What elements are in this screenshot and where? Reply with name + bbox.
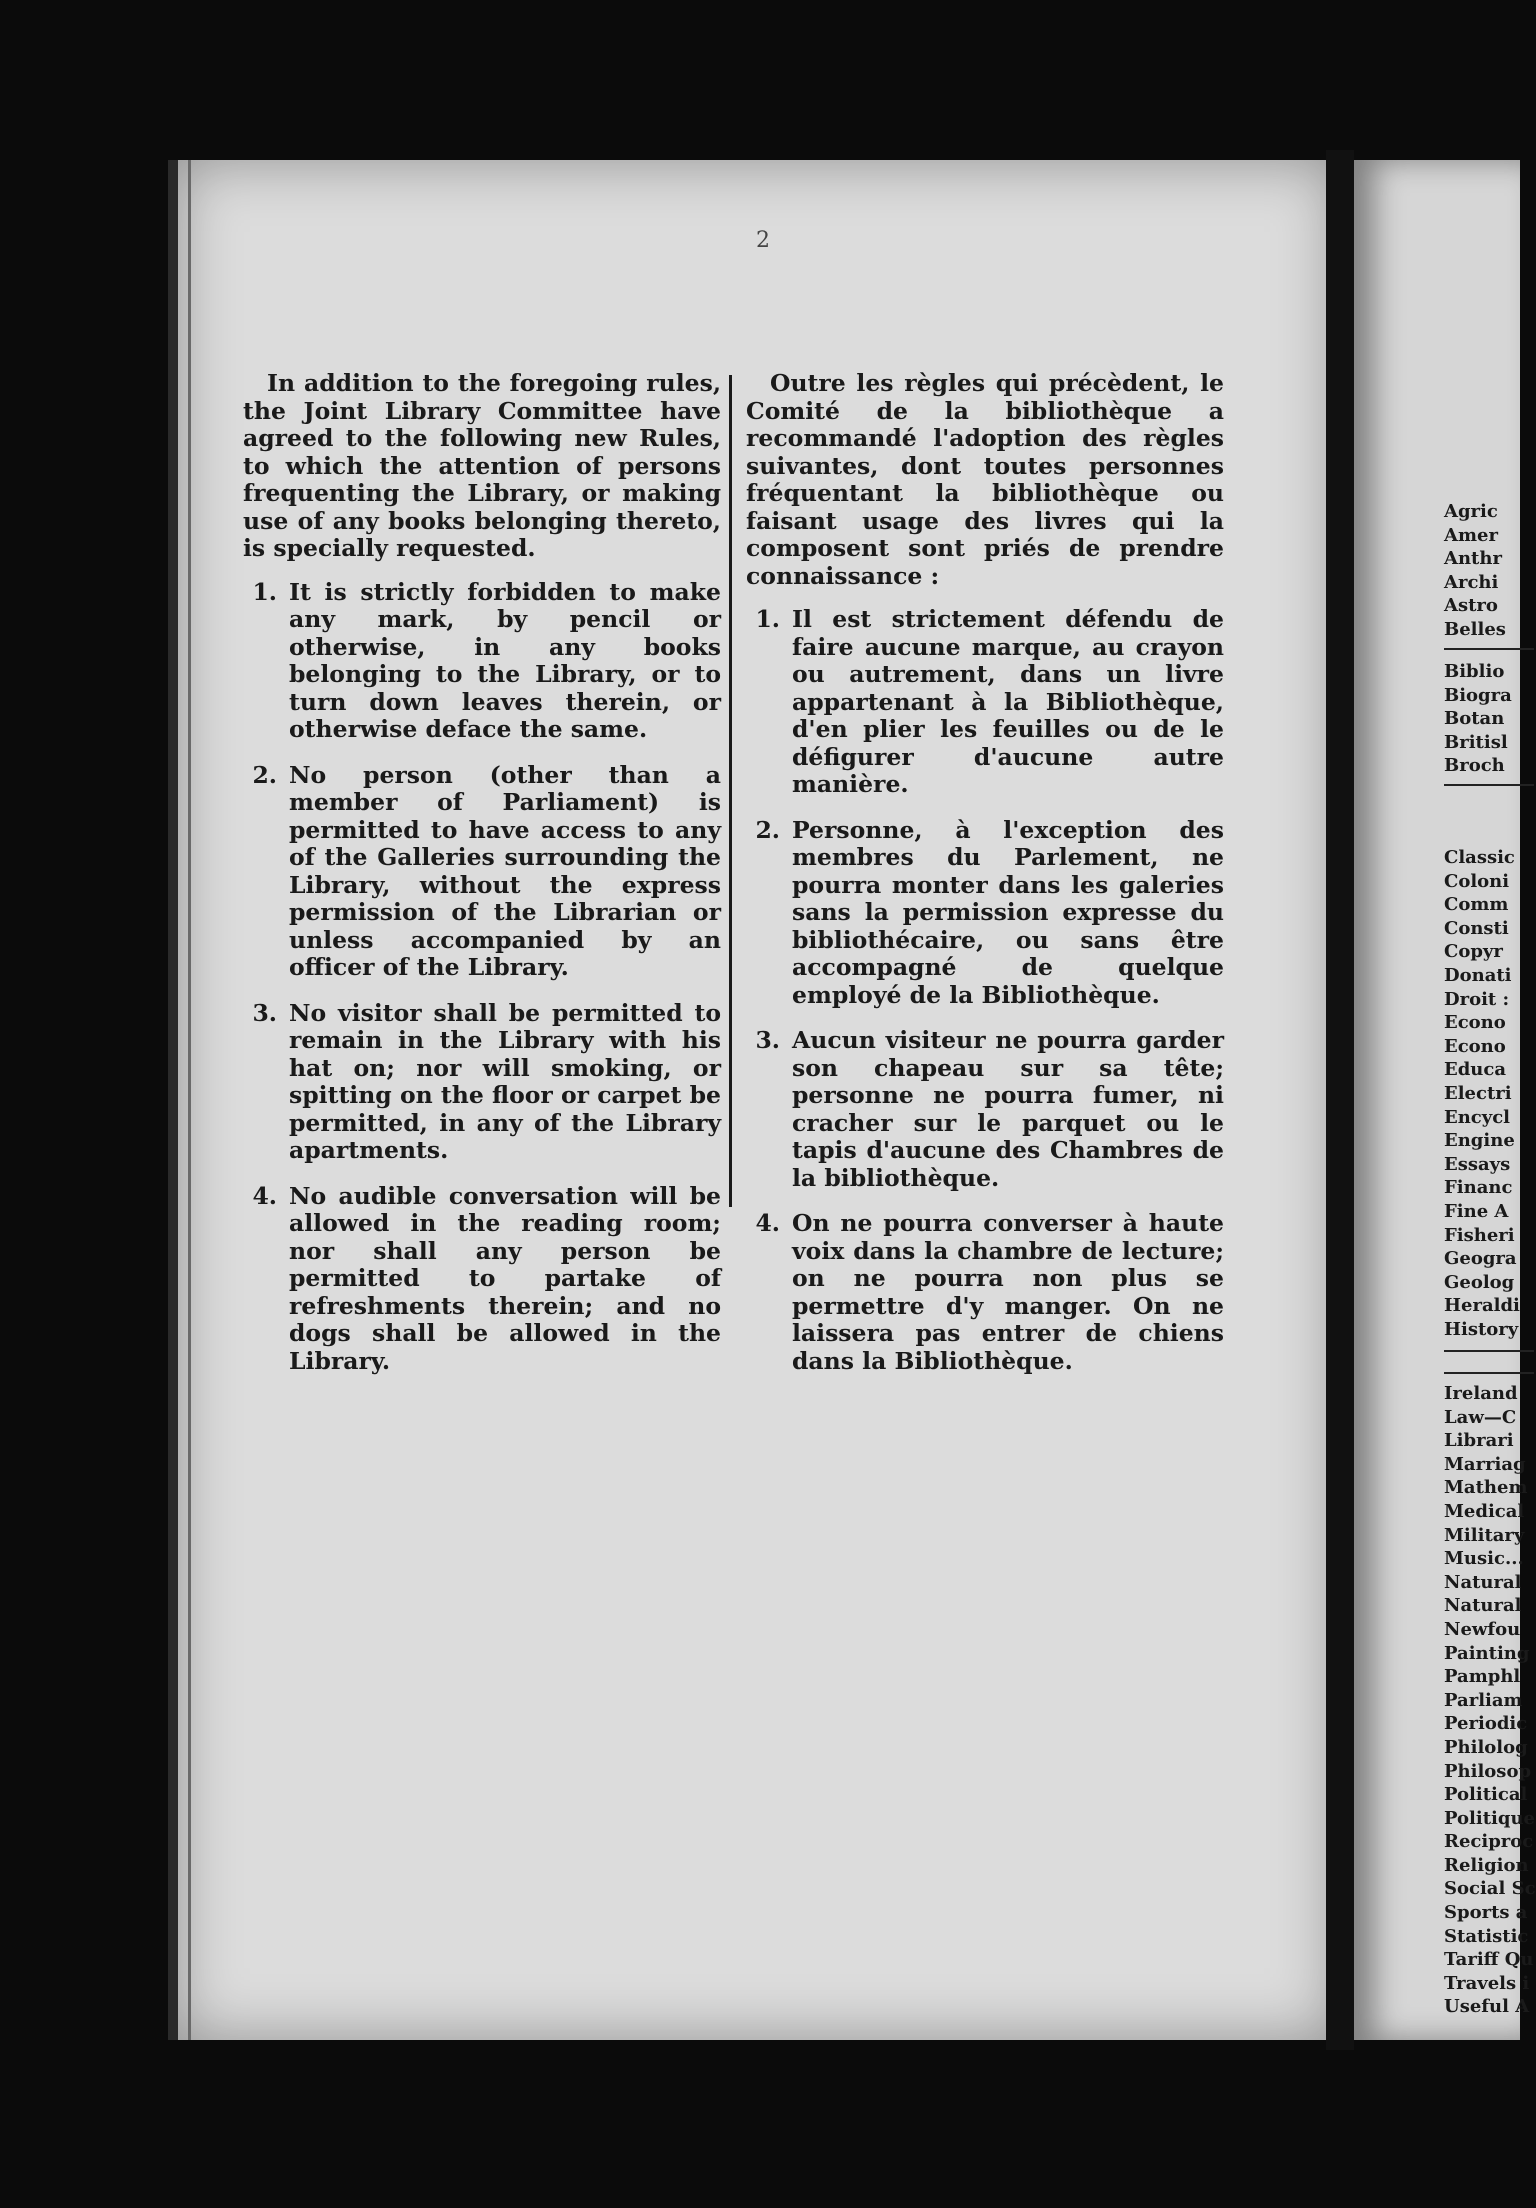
index-entry: Law—C bbox=[1444, 1406, 1517, 1428]
index-entry: Parliam bbox=[1444, 1689, 1523, 1711]
index-entry: Educa bbox=[1444, 1059, 1507, 1081]
index-entry: Mathem bbox=[1444, 1477, 1528, 1499]
index-entry: Natural bbox=[1444, 1571, 1522, 1593]
index-entry: Agric bbox=[1444, 501, 1498, 522]
adjacent-page-index bbox=[1354, 160, 1536, 2040]
index-entry: Pamphl bbox=[1444, 1666, 1521, 1688]
index-entry: Engine bbox=[1444, 1130, 1515, 1152]
index-entry: Fisheri bbox=[1444, 1224, 1515, 1246]
index-entry: Anthr bbox=[1444, 548, 1502, 570]
index-entry: Belles bbox=[1444, 618, 1506, 640]
index-divider bbox=[1444, 784, 1534, 786]
index-entry: Copyr bbox=[1444, 941, 1503, 963]
index-entry: Military bbox=[1444, 1524, 1525, 1546]
index-entry: Geolog bbox=[1444, 1271, 1515, 1293]
column-divider bbox=[729, 375, 732, 1207]
index-divider bbox=[1444, 648, 1534, 650]
rule-number: 1. bbox=[755, 605, 780, 633]
index-entry: Coloni bbox=[1444, 870, 1510, 892]
index-entry: Ireland bbox=[1444, 1383, 1518, 1404]
document-page bbox=[168, 160, 1336, 2040]
rule-text: No visitor shall be permitted to remain in the Library with his hat on; nor will smoking, or spitting on the floor or carpet be permitted, in any of the Library apartments. bbox=[289, 998, 721, 1164]
index-divider bbox=[1444, 1372, 1534, 1374]
index-entry: Comm bbox=[1444, 894, 1509, 916]
index-group-4 bbox=[1444, 1382, 1536, 2019]
index-entry: Statistic bbox=[1444, 1925, 1529, 1947]
index-entry: Archi bbox=[1444, 571, 1499, 593]
index-entry: Travels i bbox=[1444, 1972, 1530, 1994]
index-entry: Newfou bbox=[1444, 1618, 1521, 1640]
index-entry: Consti bbox=[1444, 917, 1509, 939]
index-entry: Philosop bbox=[1444, 1760, 1532, 1782]
index-entry: Essays bbox=[1444, 1153, 1511, 1175]
index-entry: Electri bbox=[1444, 1082, 1512, 1104]
rule-text: It is strictly forbidden to make any mark, by pencil or otherwise, in any books belonging to the Library, or to turn down leaves therein, or otherwise deface the same. bbox=[289, 577, 721, 743]
french-rule-2 bbox=[746, 817, 1224, 1010]
rule-number: 4. bbox=[755, 1209, 780, 1237]
index-entry: Encycl bbox=[1444, 1106, 1511, 1128]
rule-number: 2. bbox=[252, 760, 277, 789]
french-rule-3 bbox=[746, 1027, 1224, 1192]
english-rule-2 bbox=[243, 762, 721, 982]
index-group-1 bbox=[1444, 500, 1506, 642]
index-entry: Politique bbox=[1444, 1807, 1536, 1829]
index-entry: Religion bbox=[1444, 1854, 1529, 1876]
index-group-3 bbox=[1444, 846, 1520, 1341]
french-rule-4 bbox=[746, 1210, 1224, 1375]
index-entry: Droit : bbox=[1444, 988, 1510, 1010]
index-entry: Social Sc bbox=[1444, 1878, 1536, 1900]
french-rules-column bbox=[746, 370, 1224, 1393]
page-mark: 2 bbox=[756, 228, 770, 253]
rule-number: 3. bbox=[755, 1026, 780, 1054]
rule-text: Personne, à l'exception des membres du Parlement, ne pourra monter dans les galeries sans la permission expresse du bibliothécaire, ou sans être accompagné de quelque employé de la Bibliothèque. bbox=[792, 815, 1224, 1009]
rule-text: No audible conversation will be allowed in the reading room; nor shall any person be permitted to partake of refreshments therein; and no dogs shall be allowed in the Library. bbox=[289, 1181, 721, 1375]
rule-text: Il est strictement défendu de faire aucune marque, au crayon ou autrement, dans un livre appartenant à la Bibliothèque, d'en plier les feuilles ou de le défigurer d'aucune autre manière. bbox=[792, 605, 1224, 798]
index-entry: Painting bbox=[1444, 1642, 1530, 1664]
index-entry: Fine A bbox=[1444, 1200, 1509, 1222]
page-edge-line bbox=[188, 160, 191, 2040]
index-divider bbox=[1444, 1350, 1534, 1352]
index-entry: Natural bbox=[1444, 1595, 1522, 1617]
index-entry: Heraldi bbox=[1444, 1295, 1520, 1317]
index-entry: Sports a bbox=[1444, 1902, 1528, 1924]
rule-text: On ne pourra converser à haute voix dans la chambre de lecture; on ne pourra non plus se permettre d'y manger. On ne laissera pas entrer de chiens dans la Bibliothèque. bbox=[792, 1209, 1224, 1375]
index-entry: Biogra bbox=[1444, 684, 1512, 706]
english-intro: In addition to the foregoing rules, the Joint Library Committee have agreed to the following new Rules, to which the attention of persons frequenting the Library, or making use of any books belonging thereto, is specially requested. bbox=[243, 369, 721, 562]
rule-number: 4. bbox=[252, 1181, 277, 1210]
index-entry: Classic bbox=[1444, 847, 1515, 868]
index-entry: Broch bbox=[1444, 755, 1505, 777]
index-entry: Marriag bbox=[1444, 1453, 1526, 1475]
index-entry: Useful A bbox=[1444, 1996, 1530, 2018]
rule-number: 1. bbox=[252, 577, 277, 606]
index-entry: Librari bbox=[1444, 1430, 1514, 1452]
index-entry: Philolog bbox=[1444, 1736, 1528, 1758]
english-rules-column bbox=[243, 370, 721, 1393]
index-entry: Political bbox=[1444, 1784, 1528, 1806]
index-entry: Financ bbox=[1444, 1177, 1513, 1199]
index-entry: Botan bbox=[1444, 708, 1505, 730]
index-entry: Reciproc bbox=[1444, 1831, 1534, 1853]
index-entry: Music... bbox=[1444, 1548, 1524, 1570]
index-entry: Donati bbox=[1444, 964, 1512, 986]
index-entry: Astro bbox=[1444, 595, 1498, 617]
index-entry: Econo bbox=[1444, 1035, 1506, 1057]
index-entry: Periodic bbox=[1444, 1713, 1528, 1735]
french-rule-1 bbox=[746, 606, 1224, 799]
index-entry: Econo bbox=[1444, 1012, 1506, 1034]
index-entry: Geogra bbox=[1444, 1248, 1517, 1270]
rule-number: 2. bbox=[755, 815, 780, 844]
rule-text: Aucun visiteur ne pourra garder son chapeau sur sa tête; personne ne pourra fumer, ni cracher sur le parquet ou le tapis d'aucune des Chambres de la bibliothèque. bbox=[792, 1026, 1224, 1192]
index-entry: Biblio bbox=[1444, 661, 1505, 682]
english-rule-1 bbox=[243, 579, 721, 744]
english-rule-3 bbox=[243, 1000, 721, 1165]
index-entry: Medical bbox=[1444, 1500, 1525, 1522]
index-entry: Amer bbox=[1444, 524, 1498, 546]
rule-number: 3. bbox=[252, 998, 277, 1027]
index-entry: Britisl bbox=[1444, 731, 1508, 753]
rule-text: No person (other than a member of Parliament) is permitted to have access to any of the Galleries surrounding the Library, without the express permission of the Librarian or unless accompanied by an officer of the Library. bbox=[289, 760, 721, 981]
index-group-2 bbox=[1444, 660, 1512, 778]
index-entry: Tariff Qu bbox=[1444, 1949, 1534, 1971]
english-rule-4 bbox=[243, 1183, 721, 1376]
index-entry: History bbox=[1444, 1318, 1519, 1340]
french-intro: Outre les règles qui précèdent, le Comité de la bibliothèque a recommandé l'adoption des règles suivantes, dont toutes personnes fréquentant la bibliothèque ou faisant usage des livres qui la composent sont priés de prendre connaissance : bbox=[746, 369, 1224, 590]
book-gutter bbox=[1326, 150, 1354, 2050]
